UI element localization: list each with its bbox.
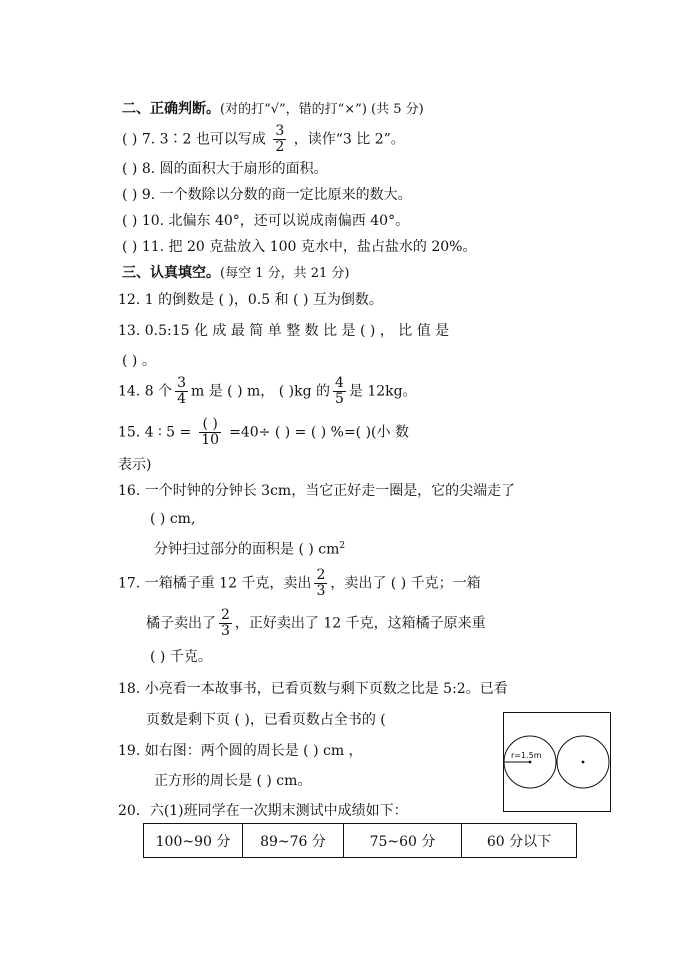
q18-line-1: 18. 小亮看一本故事书，已看页数与剩下页数之比是 5:2。已看 — [118, 681, 508, 697]
square-circles-figure — [503, 712, 611, 812]
q7-text-1: 3∶2 也可以写成 — [159, 131, 266, 148]
radius-label: r=1.5m — [511, 751, 542, 760]
q17-line-1 — [118, 568, 481, 599]
q19-line-2: 正方形的周长是 ( ) cm。 — [154, 773, 312, 789]
q15-text-a: 15. 4 ∶ 5 = — [118, 424, 192, 441]
table-row — [144, 824, 577, 858]
q17-text-a: 17. 一箱橘子重 12 千克，卖出 — [118, 575, 312, 592]
q17-text-d: ，正好卖出了 12 千克，这箱橘子原来重 — [234, 615, 486, 632]
fraction-denominator: 4 — [177, 391, 186, 407]
section2-heading — [122, 100, 424, 119]
right-center-dot — [582, 761, 585, 764]
score-table — [143, 823, 577, 858]
q17-text-b: ，卖出了 ( ) 千克；一箱 — [330, 575, 481, 592]
q17-line-3: ( ) 千克。 — [150, 649, 212, 665]
superscript: 2 — [339, 541, 346, 551]
question-text: 圆的面积大于扇形的面积。 — [159, 161, 328, 177]
q15-line — [118, 417, 409, 448]
fraction-numerator: ( ) — [199, 417, 221, 433]
table-header-cell: 100~90 分 — [144, 824, 243, 858]
fraction — [199, 417, 221, 448]
fraction — [314, 568, 327, 599]
fraction-denominator: 3 — [221, 623, 230, 639]
q11-line — [122, 238, 476, 256]
q14-line — [118, 376, 417, 407]
q7-line — [122, 124, 405, 155]
q9-line — [122, 186, 412, 204]
fraction — [175, 376, 188, 407]
section2-instruction: (对的打“√”，错的打“×”) (共 5 分) — [220, 102, 424, 117]
fraction-numerator: 2 — [221, 607, 230, 623]
q15-line-2: 表示) — [118, 457, 152, 473]
q13-line-1: 13. 0.5:15 化 成 最 简 单 整 数 比 是 ( ) ， 比 值 是 — [118, 323, 450, 339]
q8-line — [122, 160, 328, 178]
q15-text-b: =40÷ ( ) = ( ) %=( )(小 数 — [229, 424, 409, 441]
fraction-numerator: 3 — [275, 123, 285, 139]
q17-line-2 — [146, 608, 486, 639]
q13-line-2: ( ) 。 — [122, 353, 156, 369]
q19-line-1: 19. 如右图：两个圆的周长是 ( ) cm ， — [118, 743, 363, 759]
table-header-cell: 60 分以下 — [462, 824, 577, 858]
q16-line-1: 16. 一个时钟的分钟长 3cm，当它正好走一圈是，它的尖端走了 — [118, 483, 516, 499]
q16-text: 分钟扫过部分的面积是 ( ) cm — [154, 541, 340, 558]
fraction-denominator: 3 — [316, 583, 326, 599]
table-header-cell: 75~60 分 — [344, 824, 462, 858]
fraction — [333, 376, 346, 407]
q14-text-c: 是 12kg。 — [348, 383, 417, 400]
answer-blank[interactable]: ( ) — [122, 187, 138, 203]
fraction-numerator: 3 — [177, 375, 186, 391]
q16-line-2: ( ) cm, — [150, 511, 196, 527]
q18-line-2: 页数是剩下页 ( )，已看页数占全书的 ( — [146, 712, 386, 728]
section3-title: 三、认真填空。 — [122, 265, 220, 281]
q17-text-c: 橘子卖出了 — [146, 615, 216, 632]
answer-blank[interactable]: ( ) — [122, 131, 138, 148]
fraction-numerator: 4 — [335, 375, 344, 391]
question-number: 11. — [141, 239, 165, 255]
q20-line: 20．六(1)班同学在一次期末测试中成绩如下： — [118, 803, 408, 819]
question-number: 7. — [141, 131, 156, 148]
answer-blank[interactable]: ( ) — [122, 161, 138, 177]
left-center-dot — [529, 761, 532, 764]
table-header-cell: 89~76 分 — [243, 824, 344, 858]
question-text: 把 20 克盐放入 100 克水中，盐占盐水的 20%。 — [168, 239, 477, 255]
section3-heading — [122, 264, 350, 283]
q10-line — [122, 212, 409, 230]
fraction-denominator: 5 — [335, 391, 344, 407]
fraction — [273, 124, 286, 155]
fraction-numerator: 2 — [316, 567, 326, 583]
fraction-denominator: 2 — [275, 139, 285, 155]
answer-blank[interactable]: ( ) — [122, 239, 138, 255]
q7-text-2: ，读作“3 比 2”。 — [293, 131, 405, 148]
question-number: 9. — [141, 187, 156, 203]
q14-text-a: 14. 8 个 — [118, 383, 173, 400]
fraction — [219, 608, 232, 639]
question-text: 一个数除以分数的商一定比原来的数大。 — [159, 187, 412, 203]
q14-text-b: m 是 ( ) m， ( )kg 的 — [191, 383, 330, 400]
q12-line: 12. 1 的倒数是 ( )，0.5 和 ( ) 互为倒数。 — [118, 292, 383, 308]
section3-instruction: (每空 1 分，共 21 分) — [220, 266, 350, 281]
question-text: 北偏东 40°，还可以说成南偏西 40°。 — [168, 213, 410, 229]
question-number: 8. — [141, 161, 156, 177]
fraction-denominator: 10 — [201, 432, 220, 448]
section2-title-text: 二、正确判断。 — [122, 101, 220, 117]
q16-line-3 — [154, 537, 345, 559]
question-number: 10. — [141, 213, 165, 229]
answer-blank[interactable]: ( ) — [122, 213, 138, 229]
